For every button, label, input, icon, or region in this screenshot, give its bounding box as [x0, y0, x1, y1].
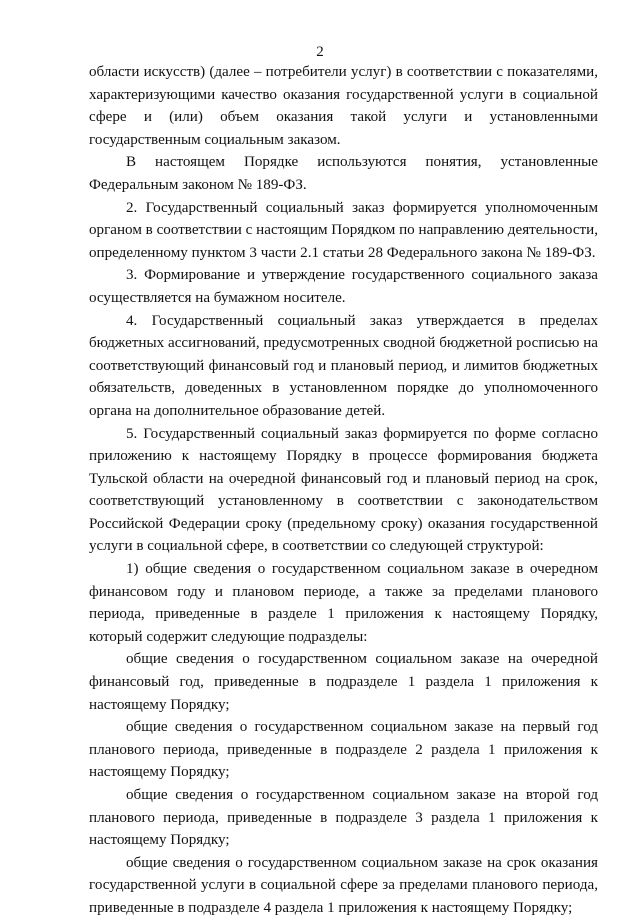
paragraph-subclause-1: 1) общие сведения о государственном социальном заказе в очередном финансовом году и плановом периоде, а также за пределами планового периода, приведенные в разделе 1 приложения к настоящему Порядку, который содержит следующие подразделы:	[89, 561, 598, 645]
paragraph-subsection-3: общие сведения о государственном социальном заказе на второй год планового периода, приведенные в подразделе 3 раздела 1 приложения к настоящему Порядку;	[89, 787, 598, 849]
document-body	[89, 61, 598, 920]
paragraph-subsection-4: общие сведения о государственном социальном заказе на срок оказания государственной услуги в социальной сфере за пределами планового периода, приведенные в подразделе 4 раздела 1 приложения к настоящему Порядку;	[89, 854, 598, 916]
paragraph-clause-3: 3. Формирование и утверждение государственного социального заказа осуществляется на бумажном носителе.	[89, 267, 598, 306]
paragraph-definitions: В настоящем Порядке используются понятия, установленные Федеральным законом № 189-ФЗ.	[89, 154, 598, 193]
paragraph-continuation: области искусств) (далее – потребители услуг) в соответствии с показателями, характеризующими качество оказания государственной услуги в социальной сфере и (или) объем оказания такой услуги и установленными государственным социальным заказом.	[89, 64, 598, 148]
paragraph-clause-4: 4. Государственный социальный заказ утверждается в пределах бюджетных ассигнований, предусмотренных сводной бюджетной росписью на соответствующий финансовый год и плановый период, и лимитов бюджетных обязательств, доведенных в установленном порядке до уполномоченного органа на дополнительное образование детей.	[89, 312, 598, 419]
paragraph-subsection-1: общие сведения о государственном социальном заказе на очередной финансовый год, приведенные в подразделе 1 раздела 1 приложения к настоящему Порядку;	[89, 651, 598, 713]
paragraph-clause-5: 5. Государственный социальный заказ формируется по форме согласно приложению к настоящему Порядку в процессе формирования бюджета Тульской области на очередной финансовый год и плановый период на срок, соответствующий установленному в соответствии с законодательством Российской Федерации сроку (предельному сроку) оказания государственной услуги в социальной сфере, в соответствии со следующей структурой:	[89, 425, 598, 555]
page-number: 2	[316, 44, 324, 60]
paragraph-subsection-2: общие сведения о государственном социальном заказе на первый год планового периода, приведенные в подразделе 2 раздела 1 приложения к настоящему Порядку;	[89, 719, 598, 781]
paragraph-clause-2: 2. Государственный социальный заказ формируется уполномоченным органом в соответствии с настоящим Порядком по направлению деятельности, определенному пунктом 3 части 2.1 статьи 28 Федерального закона № 189-ФЗ.	[89, 199, 598, 261]
